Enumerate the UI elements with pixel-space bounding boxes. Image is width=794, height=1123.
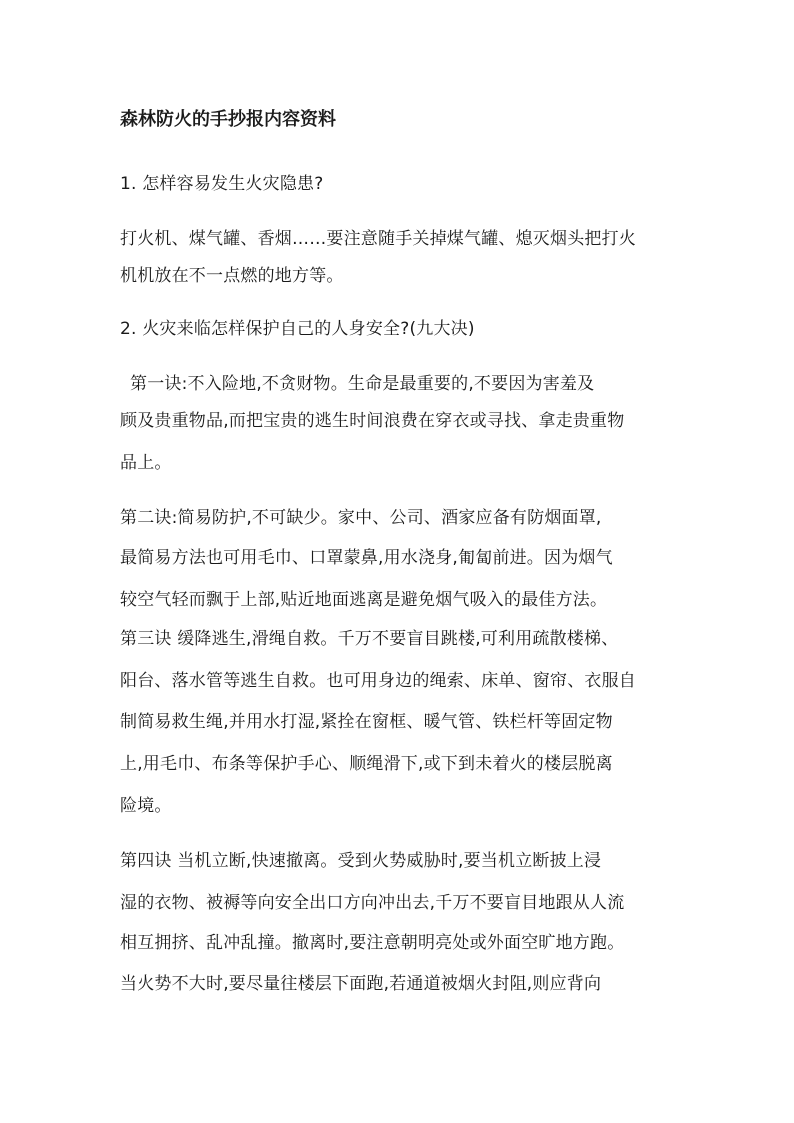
paragraph-line: 第四诀 当机立断,快速撤离。受到火势威胁时,要当机立断披上浸: [120, 851, 602, 871]
paragraph-line: 最简易方法也可用毛巾、口罩蒙鼻,用水浇身,匍匐前进。因为烟气: [120, 548, 613, 568]
paragraph-line: 品上。: [120, 453, 172, 473]
paragraph-line: 相互拥挤、乱冲乱撞。撤离时,要注意朝明亮处或外面空旷地方跑。: [120, 933, 625, 953]
paragraph-line: 机机放在不一点燃的地方等。: [120, 266, 344, 286]
paragraph-line: 顾及贵重物品,而把宝贵的逃生时间浪费在穿衣或寻找、拿走贵重物: [120, 411, 625, 431]
paragraph-line: 打火机、煤气罐、香烟……要注意随手关掉煤气罐、熄灭烟头把打火: [120, 229, 636, 249]
document-title: 森林防火的手抄报内容资料: [120, 109, 336, 130]
paragraph-line: 制简易救生绳,并用水打湿,紧拴在窗框、暖气管、铁栏杆等固定物: [120, 712, 613, 732]
paragraph-line: 上,用毛巾、布条等保护手心、顺绳滑下,或下到未着火的楼层脱离: [120, 754, 613, 774]
paragraph-line: 第三诀 缓降逃生,滑绳自救。千万不要盲目跳楼,可利用疏散楼梯、: [120, 629, 619, 649]
paragraph-line: 湿的衣物、被褥等向安全出口方向冲出去,千万不要盲目地跟从人流: [120, 893, 625, 913]
question-heading: 1. 怎样容易发生火灾隐患?: [120, 174, 324, 194]
paragraph-line: 险境。: [120, 796, 172, 816]
paragraph-line: 较空气轻而飘于上部,贴近地面逃离是避免烟气吸入的最佳方法。: [120, 590, 608, 610]
paragraph-line: 当火势不大时,要尽量往楼层下面跑,若通道被烟火封阻,则应背向: [120, 974, 602, 994]
paragraph-line: 第一诀:不入险地,不贪财物。生命是最重要的,不要因为害羞及: [130, 374, 595, 394]
paragraph-line: 第二诀:简易防护,不可缺少。家中、公司、酒家应备有防烟面罩,: [120, 508, 602, 528]
paragraph-line: 阳台、落水管等逃生自救。也可用身边的绳索、床单、窗帘、衣服自: [120, 671, 636, 691]
question-heading: 2. 火灾来临怎样保护自己的人身安全?(九大决): [120, 319, 475, 339]
